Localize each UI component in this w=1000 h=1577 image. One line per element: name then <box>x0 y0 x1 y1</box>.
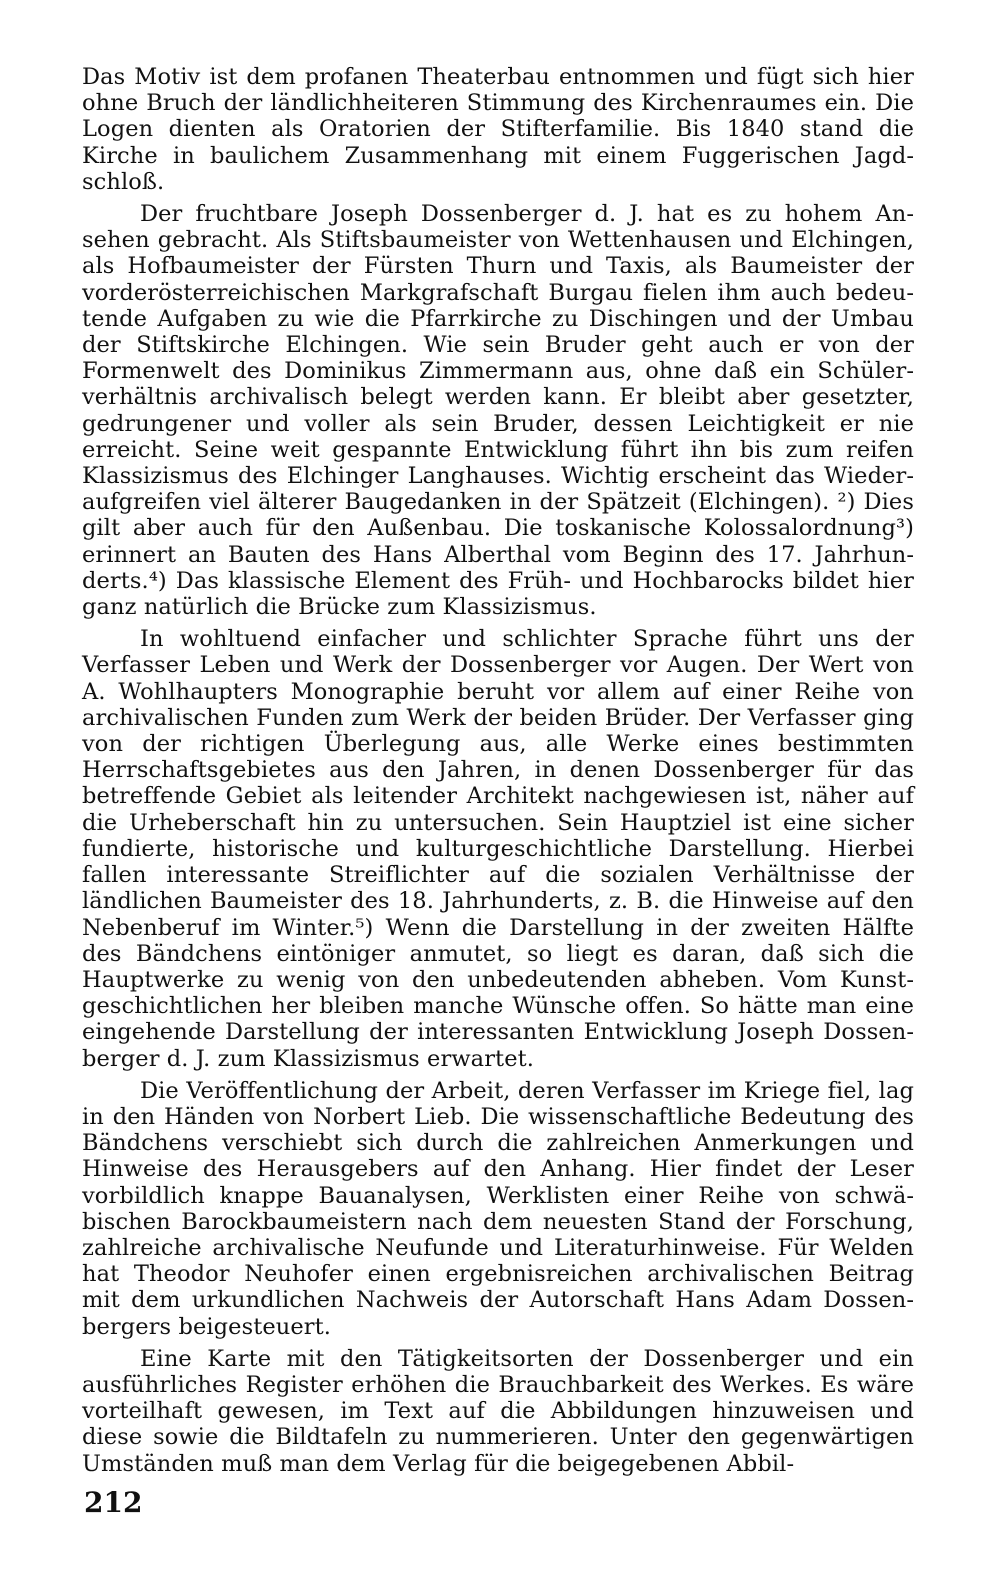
paragraph-verfasser: In wohltuend einfacher und schlichter Sprache führt uns der Verfasser Leben und Werk der Dossenberger vor Augen. Der Wert von A. Wohlhaupters Monographie beruht vor allem auf einer Reihe von archivalischen Funden zum Werk der beiden Brüder. Der Verfasser ging von der richtigen Überlegung aus, alle Werke eines bestimmten Herrschaftsgebietes aus den Jahren, in denen Dossenberger für das betreffende Gebiet als leitender Architekt nachgewiesen ist, näher auf die Urheberschaft hin zu untersuchen. Sein Hauptziel ist eine sicher fundierte, historische und kulturgeschichtliche Darstellung. Hierbei fallen interessante Streiflichter auf die sozialen Verhältnisse der ländlichen Baumeister des 18. Jahrhunderts, z. B. die Hinweise auf den Nebenberuf im Winter.⁵) Wenn die Darstellung in der zweiten Hälfte des Bändchens eintöniger anmutet, so liegt es daran, daß sich die Hauptwerke zu wenig von den unbedeutenden abheben. Vom Kunstgeschichtlichen her bleiben manche Wünsche offen. So hätte man eine eingehende Darstellung der interessanten Entwicklung Joseph Dossenberger d. J. zum Klassizismus erwartet. <box>82 626 914 1072</box>
paragraph-veroeffentlichung: Die Veröffentlichung der Arbeit, deren Verfasser im Kriege fiel, lag in den Händen von Norbert Lieb. Die wissenschaftliche Bedeutung des Bändchens verschiebt sich durch die zahlreichen Anmerkungen und Hinweise des Herausgebers auf den Anhang. Hier findet der Leser vorbildlich knappe Bauanalysen, Werklisten einer Reihe von schwäbischen Barockbaumeistern nach dem neuesten Stand der Forschung, zahlreiche archivalische Neufunde und Literaturhinweise. Für Welden hat Theodor Neuhofer einen ergebnisreichen archivalischen Beitrag mit dem urkundlichen Nachweis der Autorschaft Hans Adam Dossenbergers beigesteuert. <box>82 1077 914 1340</box>
page-number: 212 <box>84 1486 143 1519</box>
paragraph-joseph-dossenberger: Der fruchtbare Joseph Dossenberger d. J. hat es zu hohem Ansehen gebracht. Als Stiftsbaumeister von Wettenhausen und Elchingen, als Hofbaumeister der Fürsten Thurn und Taxis, als Baumeister der vorderösterreichischen Markgrafschaft Burgau fielen ihm auch bedeutende Aufgaben zu wie die Pfarrkirche zu Dischingen und der Umbau der Stiftskirche Elchingen. Wie sein Bruder geht auch er von der Formenwelt des Dominikus Zimmermann aus, ohne daß ein Schülerverhältnis archivalisch belegt werden kann. Er bleibt aber gesetzter, gedrungener und voller als sein Bruder, dessen Leichtigkeit er nie erreicht. Seine weit gespannte Entwicklung führt ihn bis zum reifen Klassizismus des Elchinger Langhauses. Wichtig erscheint das Wiederaufgreifen viel älterer Baugedanken in der Spätzeit (Elchingen). ²) Dies gilt aber auch für den Außenbau. Die toskanische Kolossalordnung³) erinnert an Bauten des Hans Alberthal vom Beginn des 17. Jahrhunderts.⁴) Das klassische Element des Früh- und Hochbarocks bildet hier ganz natürlich die Brücke zum Klassizismus. <box>82 201 914 621</box>
page-body <box>82 64 914 1483</box>
paragraph-karte: Eine Karte mit den Tätigkeitsorten der Dossenberger und ein ausführliches Register erhöhen die Brauchbarkeit des Werkes. Es wäre vorteilhaft gewesen, im Text auf die Abbildungen hinzuweisen und diese sowie die Bildtafeln zu nummerieren. Unter den gegenwärtigen Umständen muß man dem Verlag für die beigegebenen Abbil- <box>82 1345 914 1477</box>
paragraph-theaterbau: Das Motiv ist dem profanen Theaterbau entnommen und fügt sich hier ohne Bruch der ländlichheiteren Stimmung des Kirchenraumes ein. Die Logen dienten als Oratorien der Stifterfamilie. Bis 1840 stand die Kirche in baulichem Zusammenhang mit einem Fuggerischen Jagdschloß. <box>82 64 914 195</box>
